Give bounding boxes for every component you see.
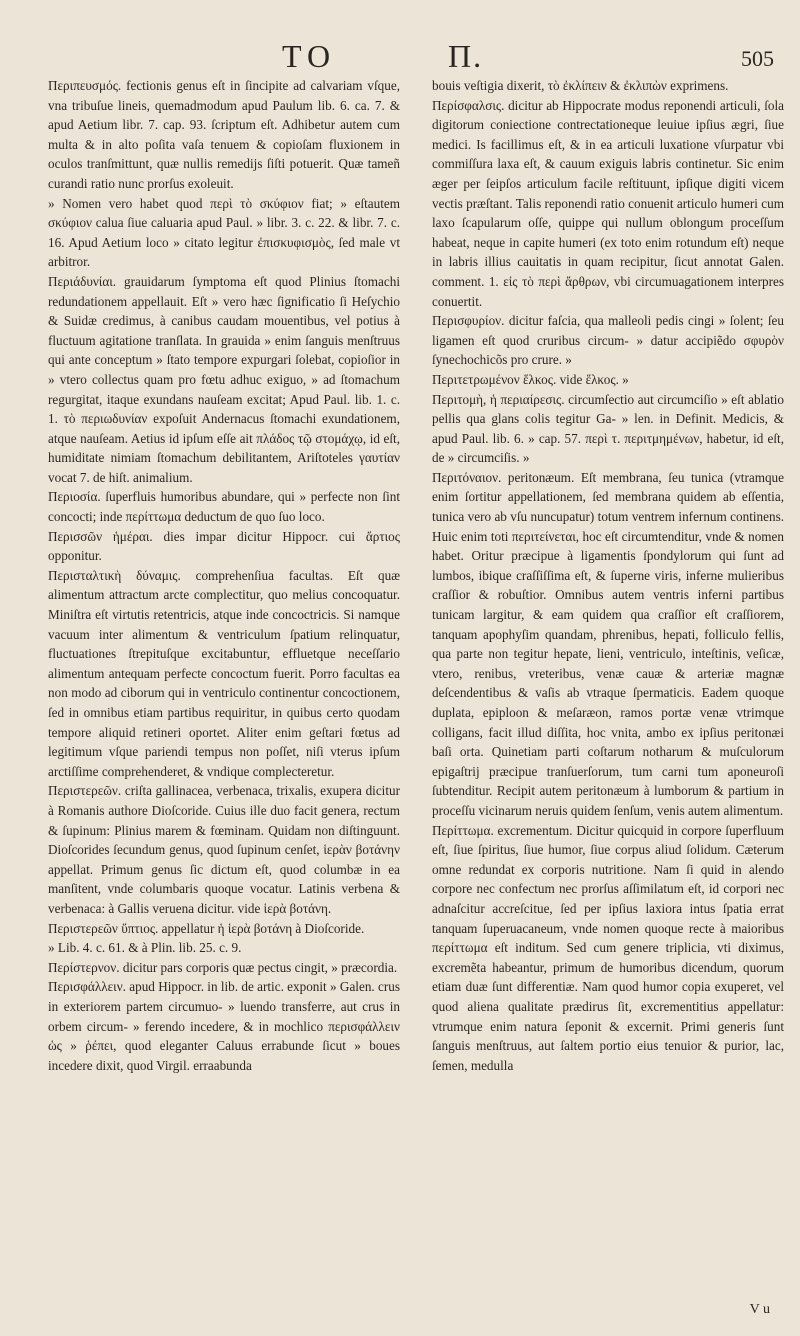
right-column — [432, 76, 784, 1336]
entry-periskyphismos-note: » Nomen vero habet quod περὶ τὸ σκύφιον fiat; » eſtautem σκύφιον calua ſiue caluaria apud Paul. » libr. 3. c. 22. & libr. 7. c. 16. Apud Aetium loco » citato legitur ἐπισκυφισμὸς, ſed male vt arbitror. — [48, 195, 400, 270]
entry-peristereon-hyptios: Περιστερεῶν ὕπτιος. appellatur ἡ ἱερὰ βοτάνη à Dioſcoride. — [48, 920, 365, 936]
entry-peristernon: Περίστερνον. dicitur pars corporis quæ pectus cingit, » præcordia. — [48, 959, 398, 975]
page-number: 505 — [741, 46, 774, 71]
header-right: Π. — [448, 38, 484, 74]
running-header — [48, 38, 784, 74]
entry-perisphallein: Περισφάλλειν. apud Hippocr. in lib. de artic. exponit » Galen. crus in exteriorem partem circumuo- » luendo transferre, aut crus in orbem circum- » ferendo incedere, & in mochlico περισφάλλειν ὡς » ῥέπει, quod eleganter Caluus errabunde ſicut » boues incedere dixit, quod Virgil. erraabunda — [48, 979, 400, 1073]
entry-periousia: Περιοσία. ſuperfluis humoribus abundare, qui » perfecte non ſint concocti; inde περίττωμα deductum de quo ſuo loco. — [48, 489, 400, 525]
entry-periodynia: Περιάδυνίαι. grauidarum ſymptoma eſt quod Plinius ſtomachi redundationem appellauit. Eſt » vero hæc ſignificatio ſi Heſychio & Suidæ credimus, à canibus caudam mouentibus, vel potius à fluctuum agitatione tranſlata. In grauida » enim ſanguis menſtruus qui ante conceptum » ſtato tempore expurgari ſolebat, copioſior in » vtero collectus quam pro fœtu adhuc exiguo, » ad ſtomachum regurgitat, itaque exundans nauſeam excitat; Apud Paul. lib. 1. c. 1. τὸ περιωδυνίαν expoſuit Andernacus ſtomachi exundationem, atque nauſeam. Aetius id ipſum eſſe ait πλάδος τῷ στομάχῳ, id eſt, humiditate nimiam ſtomachum debilitantem, Ariſtoteles γαυτίαν vocat 7. de hiſt. animalium. — [48, 273, 400, 485]
entry-peritome: Περιτομὴ, ἡ περιαίρεσις. circumſectio aut circumciſio » eſt ablatio pellis qua glans colis tegitur Ga- » len. in Definit. Medicis, & apud Paul. lib. 6. » cap. 57. περὶ τ. περιτμημένων, habetur, id eſt, de » circumciſis. » — [432, 391, 784, 466]
entry-periskyphismos: Περιπευσμός. fectionis genus eſt in ſincipite ad calvariam vſque, vna tribuſue lineis, quemadmodum apud Paulum lib. 6. ca. 7. & apud Aetium libr. 7. cap. 93. ſcriptum eſt. Adhibetur autem cum multa & in alto poſita vaſa tenuem & copioſam fluxionem in oculos tranſmittunt, quæ nullis remedijs ſiſti potuerit. Quæ tameñ curandi ratio nunc prorſus exoleuit. — [48, 78, 400, 191]
entry-perittoma: Περίττωμα. excrementum. Dicitur quicquid in corpore ſuperfluum eſt, ſiue ſpiritus, ſiue humor, ſiue corpus aliud ſolidum. Cæterum omne redundat ex corporis nutritione. Nam ſi quid in alendo corpore nec confectum nec prorſus aſſimilatum eſt, id corpori nec adnaſcitur accreſcitue, ſed per ipſius laxiora intus ſpatia errat tanquam ſuperuacaneum, vnde nomen quoque recte à maioribus περίττωμα eſt inditum. Sed cum genere triplicia, vti diximus, excremẽta habeantur, primum de humoribus dicendum, quorum etiam duæ ſunt differentiæ. Nam quod humor copia exuperet, vel quod aliena qualitate prædirus ſit, excrementitius appellatur: vtrumque enim natura ſeponit & excernit. Primi generis ſunt ſanguis menſtruus, aut ſaltem portio eius tenuior & purior, lac, ſemen, medulla — [432, 822, 784, 1073]
entry-peristaltike: Περισταλτικὴ δύναμις. comprehenſiua facultas. Eſt quæ alimentum attractum arcte complectitur, quo melius concoquatur. Miniſtra eſt virtutis retentricis, atque inde concoctricis. Si namque vacuum inter alimentum & ventriculum ſpatium relinquatur, fluctuationes ſtrepituſque excitabuntur, effluetque neceſſario alimentum antequam perfecte concoctum fuerit. Porro facultas ea non modo ad ciborum qui in ventriculo continentur concoctionem, ſed in omnibus etiam partibus requiritur, in quibus certo quodam tempore aliquid retineri oportet. Aliter enim geſtari fœtus ad legitimum vſque pariendi tempus non poſſet, niſi vterus ipſum arctiſſime comprehenderet, & vndique complecteretur. — [48, 567, 400, 779]
catchword: V u — [749, 1302, 770, 1317]
entry-perisson-hemerai: Περισσῶν ἡμέραι. dies impar dicitur Hippocr. cui ἄρτιος opponitur. — [48, 528, 400, 564]
entry-peristereon-ref: » Lib. 4. c. 61. & à Plin. lib. 25. c. 9. — [48, 940, 242, 956]
entry-peritonaion: Περιτόναιον. peritonæum. Eſt membrana, ſeu tunica (vtramque enim ſortitur appellationem, ſed membrana quidem ab eſſentia, tunica vero ab vſu nuncupatur) totum ventrem infernum continens. Huic enim toti περιτείνεται, hoc eſt circumtenditur, vnde & nomen habet. Oritur præcipue à ligamentis ſpondylorum qui ſunt ad lumbos, ibique craſſiſſima eſt, & ſuperne viris, inferne mulieribus craſſior & robuſtior. Omnibus autem ventris inferni partibus tunicam largitur, & eam quidem qua craſſior eſt craſſiorem, tanquam apophyſim quandam, phrenibus, hepati, folliculo fellis, qua parte non tegitur hepate, lieni, ventriculo, inteſtinis, veſicæ, vtero, renibus, vreteribus, venæ cauæ & arteriæ magnæ deſcendentibus & vaſis ab vtraque ſpermaticis. Eadem quoque duplata, epiploon & meſaræon, ramos portæ venæ vtrimque colligans, facit illud diſſita, hoc vnita, ambo ex ipſius peritonæi baſi orta. Quinetiam parti coſtarum notharum & muſculorum epigaſtrij præcipue tranſuerſorum, tum carni tum aponeuroſi ſubtenditur. Recipit autem peritonæum à lumborum & partium in proceſſu vicinarum neruis quidem ſenſum, venis autem alimentum. — [432, 469, 784, 818]
text-columns — [48, 76, 784, 1336]
entry-peristereon: Περιστερεῶν. criſta gallinacea, verbenaca, trixalis, exupera dicitur à Romanis authore Dioſcoride. Cuius ille duo facit genera, rectum & ſupinum: Plinius marem & fœminam. Quidam non diſtinguunt. Dioſcorides ſecundum genus, quod ſupinum cenſet, ἱερὰν βοτάνην appellat. Primum genus ſic dictum eſt, quod columbæ in ea manſitent, vnde columbaris quoque vocatur. Latinis verbena & verbenaca: à Gallis veruena dicitur. vide ἱερὰ βοτάνη. — [48, 783, 400, 916]
entry-perisphalsis: Περίσφαλσις. dicitur ab Hippocrate modus reponendi articuli, ſola digitorum coniectione contrectationeque leuiue ipſius ægri, ſiue medici. Is facillimus eſt, & in ea articuli luxatione vſurpatur vbi commiſſura laxa eſt, & cauum exiguis labris continetur. Sic enim æger per ſeipſos articulum facile reſtituunt, ipſique digiti vicem vectis præſtant. Talis reponendi ratio conuenit articulo humeri cum laxo ſcapularum oſſe, quippe qui nullum oblongum proceſſum habeat, neque in capite humeri (ex toto enim rotundum eſt) neque in labris illius cauitatis in quam recipitur, ſicut annotat Galen. comment. 1. εἰς τὸ περὶ ἄρθρων, vbi circumuagationem interpres conuertit. — [432, 97, 784, 309]
entry-perisphyrion: Περισφυρίον. dicitur faſcia, qua malleoli pedis cingi » ſolent; ſeu ligamen eſt quod cruribus circum- » datur accipiẽdo σφυρὸν ſynechochicõs pro crure. » — [432, 313, 784, 368]
entry-peritetromenon: Περιτετρωμένον ἕλκος. vide ἕλκος. » — [432, 371, 629, 387]
left-column — [48, 76, 400, 1336]
header-left: TO — [282, 38, 337, 74]
entry-continuation: bouis veſtigia dixerit, τὸ ἐκλίπειν & ἐκλιπὼν exprimens. — [432, 78, 729, 93]
